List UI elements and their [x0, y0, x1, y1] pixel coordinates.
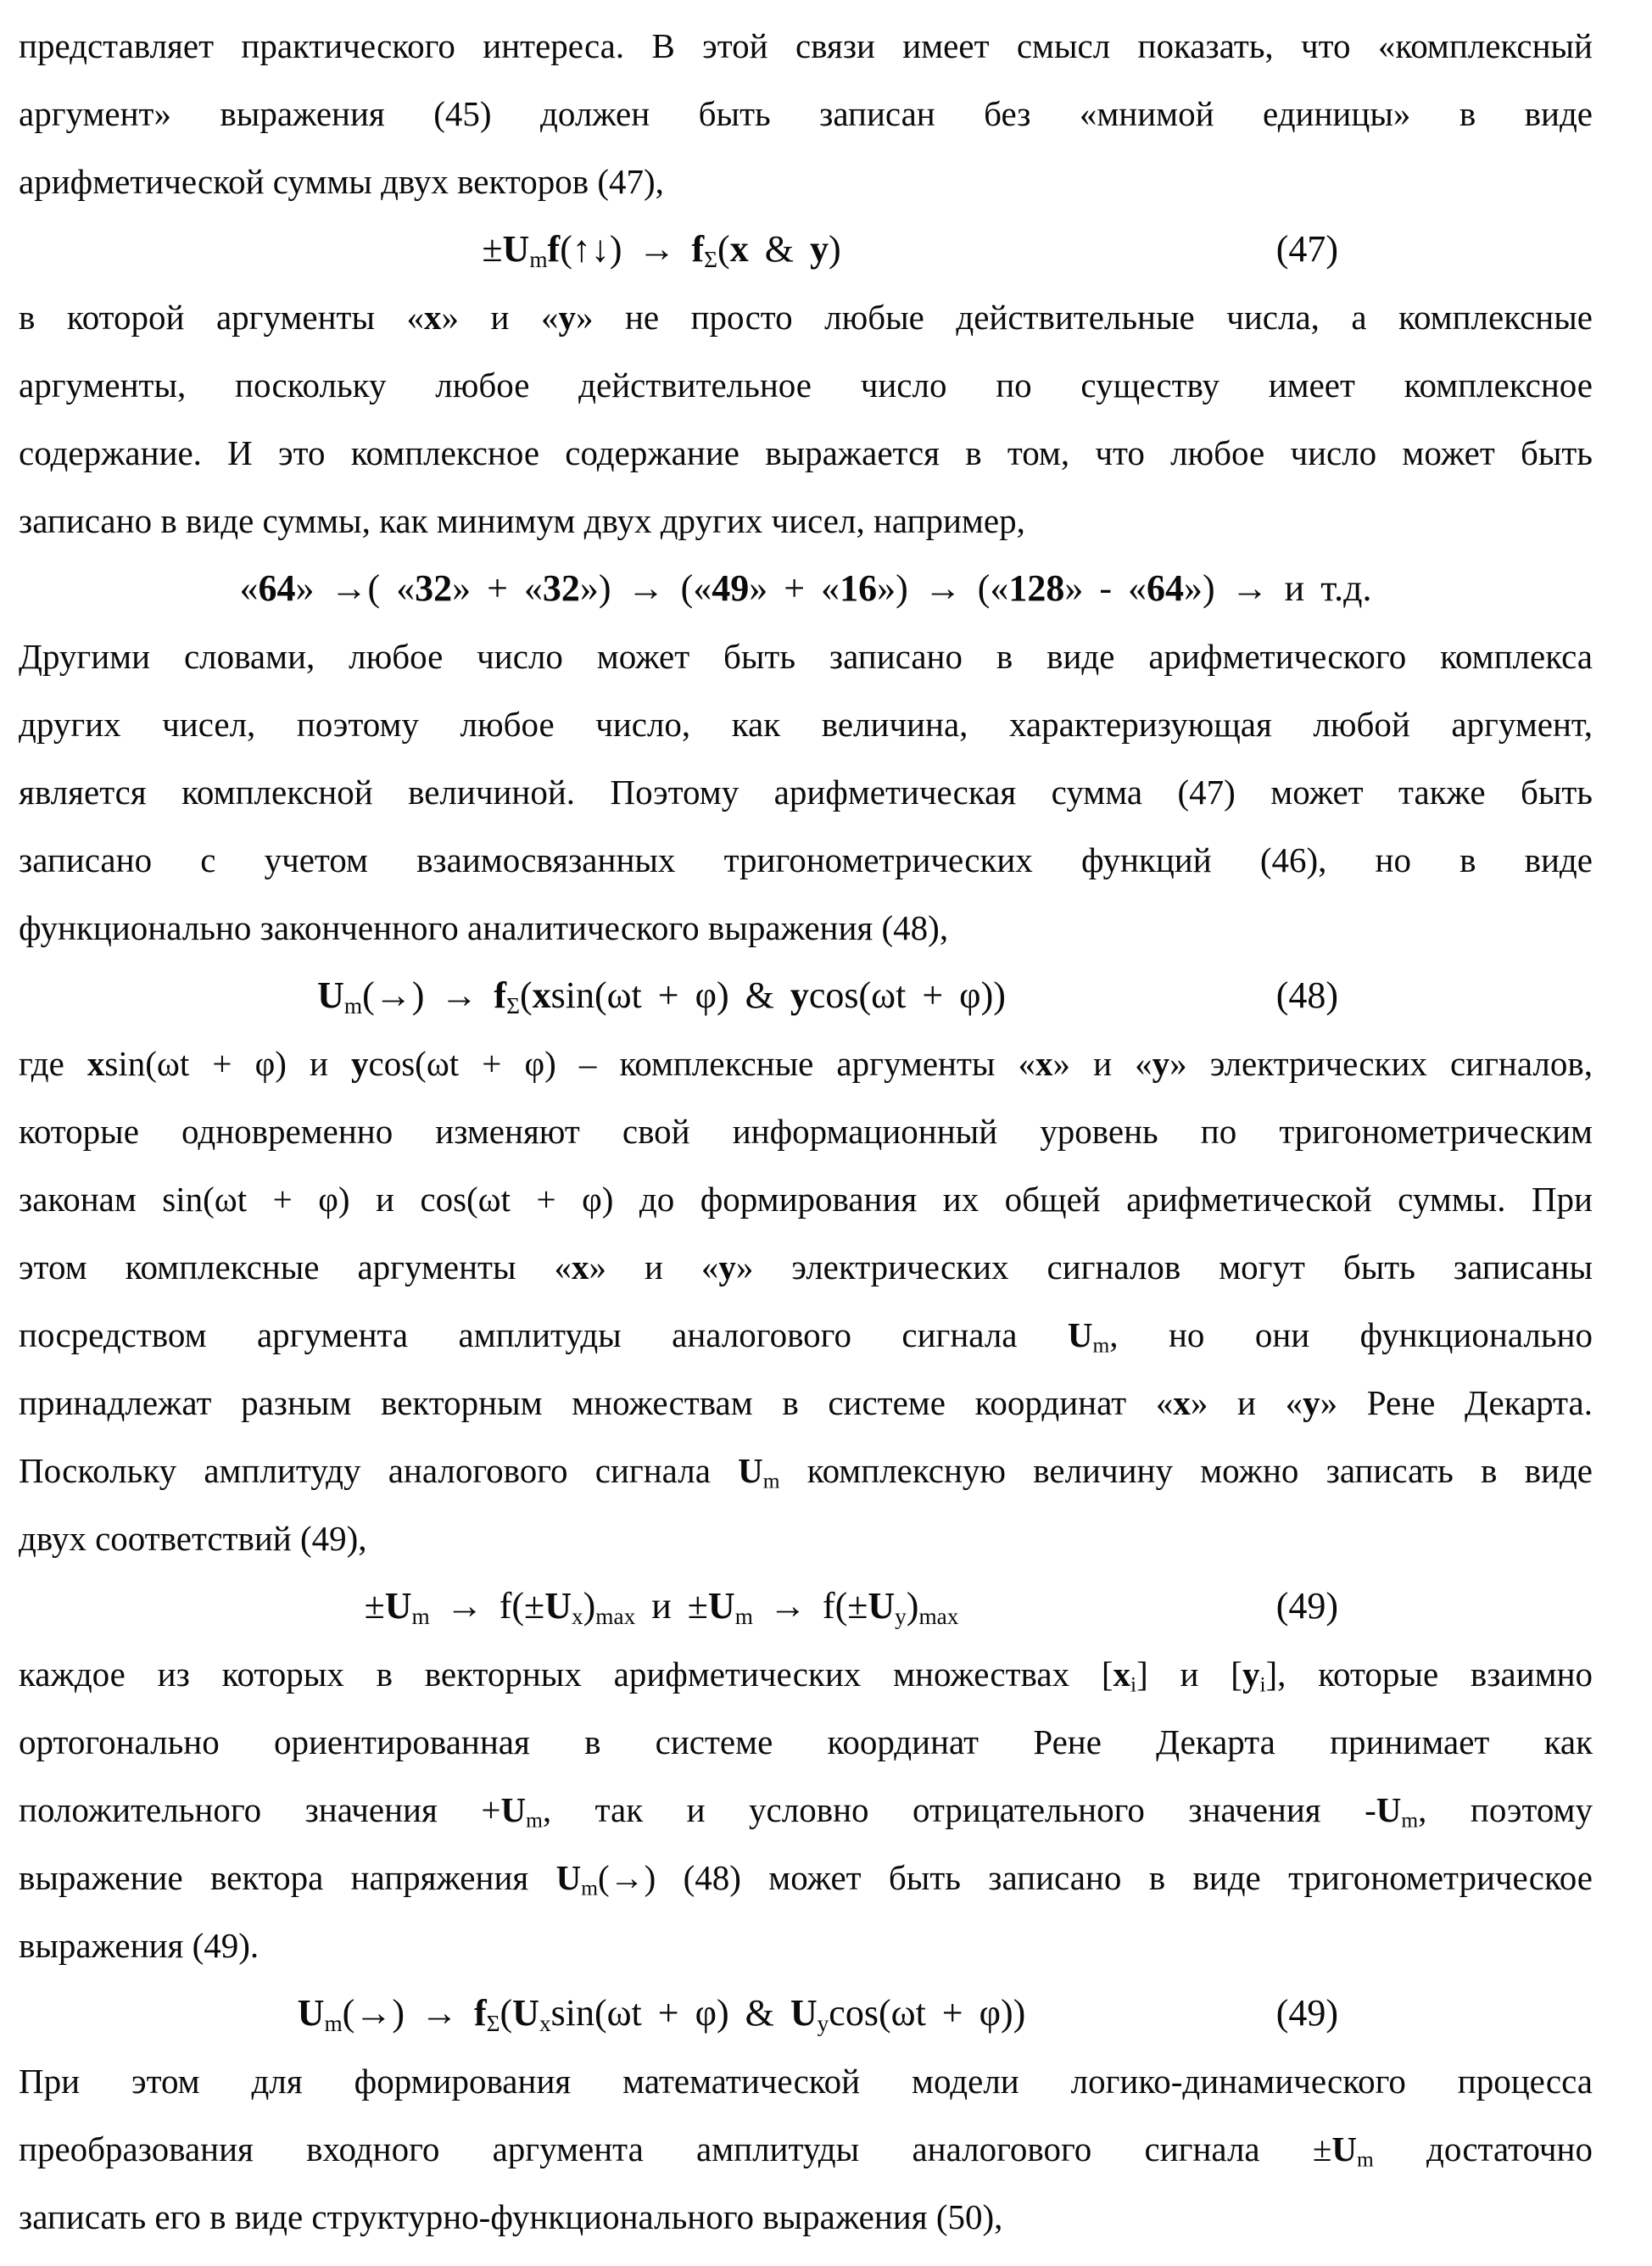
text-line: других чисел, поэтому любое число, как величина, характеризующая любой аргумент,	[19, 705, 1593, 744]
paragraph-4	[19, 1030, 1593, 1572]
equation-48	[19, 962, 1593, 1030]
text-line: выражения (49).	[19, 1926, 260, 1965]
equation-number-chain-body: «64» →( «32» + «32») → («49» + «16») → («128» - «64») → и т.д.	[239, 567, 1372, 609]
equation-number-chain	[19, 555, 1593, 622]
equation-48-number: (48)	[1275, 974, 1338, 1016]
paragraph-1	[19, 12, 1593, 215]
text-line: является комплексной величиной. Поэтому арифметическая сумма (47) может также быть	[19, 773, 1593, 812]
paragraph-5	[19, 1640, 1593, 1979]
text-line: каждое из которых в векторных арифметических множествах $[x_i]$ и $[y_i]$, которые взаимно	[19, 1655, 1593, 1697]
text-line: ортогонально ориентированная в системе координат Рене Декарта принимает как	[19, 1722, 1593, 1761]
equation-49-correspondences-body: $\pm U_m \to f(\pm U_x)_{max}$ $и \pm U_m \to f(\pm U_y)_{max}$	[364, 1585, 959, 1629]
text-line: записано с учетом взаимосвязанных тригонометрических функций (46), но в виде	[19, 840, 1593, 879]
text-line: этом комплексные аргументы «x» и «y» электрических сигналов могут быть записаны	[19, 1247, 1593, 1286]
text-line: посредством аргумента амплитуды аналогового сигнала $U_m$, но они функционально	[19, 1315, 1593, 1358]
text-line: Поскольку амплитуду аналогового сигнала $U_m$ комплексную величину можно записать в виде	[19, 1451, 1593, 1493]
text-line: арифметической суммы двух векторов (47),	[19, 162, 664, 201]
text-line: Другими словами, любое число может быть записано в виде арифметического комплекса	[19, 637, 1593, 676]
text-line: законам sin(ωt + φ) и cos(ωt + φ) до формирования их общей арифметической суммы. При	[19, 1180, 1593, 1219]
text-line: представляет практического интереса. В этой связи имеет смысл показать, что «комплексный	[19, 26, 1593, 65]
text-line: принадлежат разным векторным множествам в системе координат «x» и «y» Рене Декарта.	[19, 1383, 1593, 1422]
text-line: в которой аргументы «x» и «y» не просто любые действительные числа, а комплексные	[19, 298, 1593, 337]
text-line: двух соответствий (49),	[19, 1519, 367, 1558]
text-line: аргументы, поскольку любое действительное число по существу имеет комплексное	[19, 366, 1593, 405]
equation-49-correspondences-number: (49)	[1275, 1585, 1338, 1627]
text-line: содержание. И это комплексное содержание выражается в том, что любое число может быть	[19, 433, 1593, 472]
equation-48-body: $U_m(\to) \to f_\Sigma(xsin(\omega t + \varphi)$ & ycos(ωt + φ))	[317, 974, 1006, 1019]
text-line: которые одновременно изменяют свой информационный уровень по тригонометрическим	[19, 1112, 1593, 1151]
equation-49-correspondences	[19, 1572, 1593, 1640]
text-line: записано в виде суммы, как минимум двух других чисел, например,	[19, 501, 1025, 540]
text-line: преобразования входного аргумента амплитуды аналогового сигнала $\pm U_m$ достаточно	[19, 2129, 1593, 2172]
paragraph-6	[19, 2047, 1593, 2251]
text-line: записать его в виде структурно-функционального выражения (50),	[19, 2197, 1003, 2236]
equation-47-number: (47)	[1275, 228, 1338, 270]
equation-49-trigonometric-body: $U_m(\to) \to f_\Sigma(U_x\sin(\omega t + \varphi)$ & $U_y\cos(\omega t + \varphi)$)	[297, 1992, 1026, 2036]
equation-47	[19, 215, 1593, 283]
equation-49-trigonometric	[19, 1979, 1593, 2047]
text-line: положительного значения $+U_m$, так и условно отрицательного значения $-U_m$, поэтому	[19, 1790, 1593, 1833]
equation-47-body: $\pm U_mf(↑↓) \to f_\Sigma(x$ & y)	[482, 228, 841, 272]
paragraph-2	[19, 283, 1593, 555]
text-line: где xsin(ωt + φ) и ycos(ωt + φ) – комплексные аргументы «x» и «y» электрических сигналов,	[19, 1044, 1593, 1083]
equation-49-trigonometric-number: (49)	[1275, 1992, 1338, 2034]
text-line: функционально законченного аналитического выражения (48),	[19, 908, 949, 947]
text-line: выражение вектора напряжения $U_m(\to)$ (48) может быть записано в виде тригонометрическое	[19, 1858, 1593, 1900]
text-line: При этом для формирования математической модели логико-динамического процесса	[19, 2062, 1593, 2101]
text-line: аргумент» выражения (45) должен быть записан без «мнимой единицы» в виде	[19, 94, 1593, 133]
paragraph-3	[19, 622, 1593, 962]
